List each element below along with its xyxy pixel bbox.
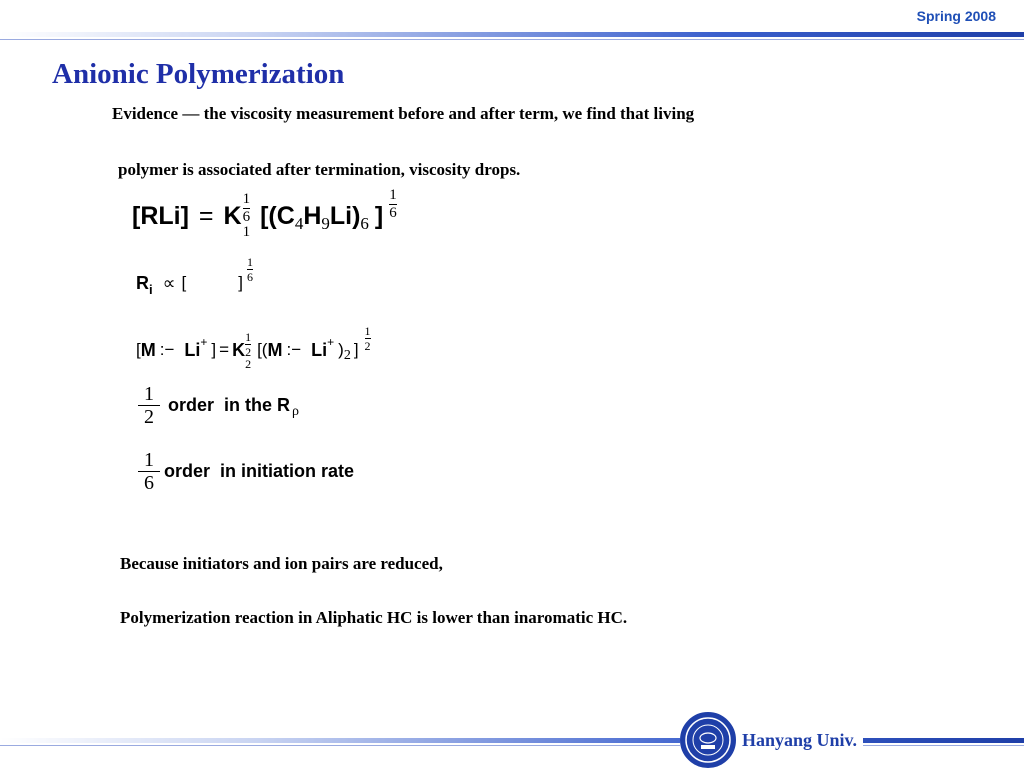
eq3-close-paren: ) [338, 340, 344, 359]
eq3-k: K [232, 339, 246, 360]
order-half [138, 384, 299, 427]
footer-university-name: Hanyang Univ. [742, 729, 858, 750]
order-sixth-fraction [138, 450, 160, 493]
order-half-sub: ρ [292, 403, 300, 419]
eq2-r-sub: i [149, 281, 153, 297]
conclusion-line-1: Because initiators and ion pairs are reduced, [120, 554, 443, 573]
top-divider [0, 32, 1024, 37]
eq1-exp-num: 1 [389, 186, 397, 203]
eq3-colon-minus2: :− [286, 340, 302, 359]
eq1-close-bracket: ] [374, 201, 384, 230]
eq3-open2: [( [257, 340, 268, 359]
seal-graphic [684, 716, 732, 764]
eq1-k-sup-fraction [243, 192, 251, 225]
eq1-equals: = [198, 201, 214, 230]
eq1-paren-sub: 6 [360, 214, 369, 233]
eq1-li: Li [329, 201, 353, 230]
eq1-h: H [303, 201, 322, 230]
eq2-exp-num: 1 [246, 254, 253, 269]
eq2-exp-den: 6 [246, 269, 253, 284]
order-half-fraction [138, 384, 160, 427]
eq1-close-paren: ) [352, 201, 361, 230]
eq1-lhs: [RLi] [132, 201, 189, 230]
eq3-li: Li [184, 339, 201, 360]
eq3-close: ] [211, 340, 217, 359]
eq1-open: [( [260, 201, 277, 230]
eq1-c-sub: 4 [294, 214, 304, 233]
eq3-colon-minus: :− [159, 340, 175, 359]
eq3-paren-sub: 2 [343, 348, 351, 363]
eq3-open: [ [136, 340, 141, 359]
order-sixth-den: 6 [144, 472, 154, 494]
footer-logo [680, 712, 863, 768]
eq2-open: [ [181, 273, 187, 292]
eq3-k-scripts [245, 331, 251, 370]
eq1-k: K [223, 201, 242, 230]
order-half-num: 1 [144, 383, 154, 405]
eq3-plus2: + [327, 335, 335, 349]
university-seal-icon [680, 712, 736, 768]
eq3-m: M [140, 339, 156, 360]
eq3-exp-den: 2 [364, 338, 371, 353]
eq1-exponent [389, 188, 397, 221]
eq2-proportional: ∝ [162, 272, 176, 293]
eq3-equals: = [219, 340, 230, 359]
equation-rli [132, 186, 397, 246]
eq3-close2: ] [353, 340, 359, 359]
eq3-k-sup-num: 1 [245, 329, 252, 344]
order-sixth [138, 450, 354, 493]
slide-title: Anionic Polymerization [52, 58, 345, 90]
equation-ri [136, 254, 253, 308]
eq3-exp-num: 1 [364, 323, 371, 338]
equation-ion-pair [136, 320, 371, 380]
order-sixth-num: 1 [144, 449, 154, 471]
eq2-close: ] [238, 273, 243, 292]
eq1-c: C [276, 201, 295, 230]
eq1-k-sub: 1 [242, 224, 251, 240]
eq2-exponent [247, 256, 253, 283]
eq3-k-sup-fraction [245, 331, 251, 358]
eq3-plus: + [200, 335, 208, 349]
eq1-k-scripts [243, 192, 251, 240]
intro-line-2: polymer is associated after termination, viscosity drops. [118, 160, 521, 179]
bottom-divider [0, 738, 1024, 743]
eq2-r: R [136, 272, 149, 293]
eq1-h-sub: 9 [321, 214, 330, 233]
eq1-k-sup-num: 1 [242, 191, 251, 207]
eq3-k-sub: 2 [245, 356, 252, 371]
eq3-k-sup-den: 2 [245, 344, 252, 359]
eq1-exp-den: 6 [389, 204, 397, 221]
top-divider-thin [0, 39, 1024, 40]
eq3-m2: M [267, 339, 283, 360]
header-label: Spring 2008 [916, 8, 996, 24]
eq3-li2: Li [311, 339, 328, 360]
intro-line-1: Evidence — the viscosity measurement before and after term, we find that living [112, 104, 695, 123]
eq1-k-sup-den: 6 [242, 209, 251, 225]
order-sixth-text: order in initiation rate [164, 461, 355, 481]
eq3-exponent [365, 325, 371, 352]
bottom-divider-thin [0, 745, 1024, 746]
conclusion-line-2: Polymerization reaction in Aliphatic HC is lower than inaromatic HC. [120, 608, 628, 627]
order-half-den: 2 [144, 406, 154, 428]
order-half-text: order in the R [168, 395, 291, 415]
